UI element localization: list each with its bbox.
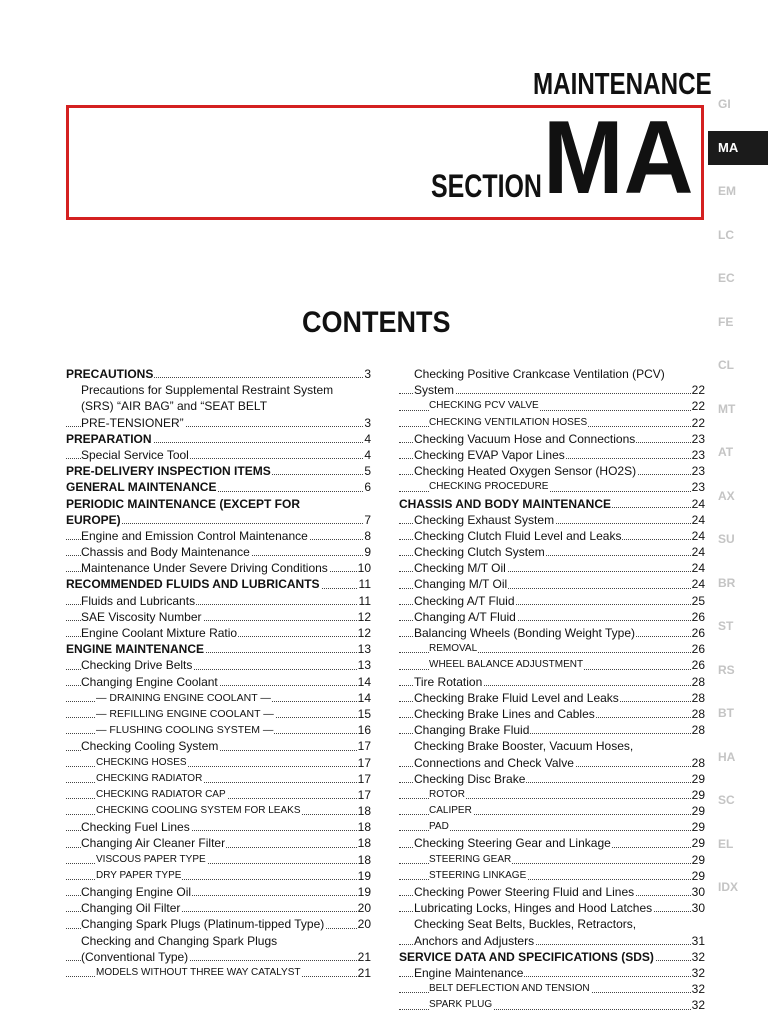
- section-tab-label: MT: [718, 401, 736, 416]
- toc-entry-page: 3: [364, 415, 371, 430]
- toc-entry-title: ROTOR: [429, 788, 465, 800]
- toc-entry-title: Fluids and Lubricants: [81, 593, 196, 608]
- toc-entry-page: 31: [691, 933, 705, 948]
- toc-entry-title: Checking Exhaust System: [414, 512, 555, 527]
- toc-entry[interactable]: [399, 868, 705, 884]
- toc-entry[interactable]: [399, 496, 705, 512]
- toc-entry[interactable]: [66, 447, 371, 463]
- section-tab-label: SC: [718, 793, 735, 807]
- section-tab-sc[interactable]: [716, 783, 768, 817]
- section-tab-label: IDX: [718, 880, 739, 894]
- section-tab-label: HA: [718, 749, 736, 764]
- toc-entry-title: CHECKING PROCEDURE: [429, 481, 549, 493]
- toc-entry-title: CHECKING HOSES: [96, 756, 187, 768]
- section-tab-idx[interactable]: [716, 870, 768, 904]
- toc-entry-title: Checking Brake Lines and Cables: [414, 706, 595, 721]
- toc-entry-title: Checking EVAP Vapor Lines: [414, 447, 565, 462]
- toc-entry-title: Checking Drive Belts: [81, 658, 193, 673]
- section-tab-fe[interactable]: [716, 305, 768, 339]
- toc-entry-title: ENGINE MAINTENANCE: [66, 642, 205, 657]
- toc-entry-title: Chassis and Body Maintenance: [81, 545, 250, 560]
- toc-entry[interactable]: [399, 431, 705, 447]
- toc-entry-title: RECOMMENDED FLUIDS AND LUBRICANTS: [66, 577, 320, 592]
- section-tab-at[interactable]: [716, 435, 768, 469]
- toc-entry[interactable]: [66, 787, 371, 803]
- toc-entry[interactable]: [399, 981, 705, 997]
- toc-entry-title: CHECKING PCV VALVE: [429, 400, 539, 412]
- toc-entry[interactable]: [66, 868, 371, 884]
- toc-entry[interactable]: [399, 722, 705, 738]
- section-tab-su[interactable]: [716, 522, 768, 556]
- toc-entry-title: CHECKING VENTILATION HOSES: [429, 416, 588, 428]
- toc-entry[interactable]: [399, 690, 705, 706]
- toc-entry-title: Changing A/T Fluid: [414, 609, 516, 624]
- toc-entry-page: 18: [357, 852, 371, 867]
- section-tab-ec[interactable]: [716, 261, 768, 295]
- toc-entry-page: 18: [357, 836, 371, 851]
- toc-entry[interactable]: [399, 674, 705, 690]
- toc-entry-page: 20: [357, 901, 371, 916]
- toc-entry[interactable]: [399, 916, 705, 932]
- toc-entry[interactable]: [66, 496, 371, 512]
- toc-entry-page: 32: [691, 998, 705, 1013]
- section-tab-mt[interactable]: [716, 392, 768, 426]
- section-tab-cl[interactable]: [716, 348, 768, 382]
- toc-entry[interactable]: [399, 625, 705, 641]
- toc-entry[interactable]: [399, 576, 705, 592]
- toc-entry[interactable]: [66, 706, 371, 722]
- toc-entry[interactable]: [399, 382, 705, 398]
- toc-entry-page: 29: [691, 868, 705, 883]
- toc-column-right: [399, 366, 705, 1014]
- toc-entry-title: Changing M/T Oil: [414, 577, 508, 592]
- toc-entry-page: 23: [691, 447, 705, 462]
- toc-entry-title: Checking Cooling System: [81, 739, 219, 754]
- toc-entry[interactable]: [66, 690, 371, 706]
- section-tab-label: ST: [718, 619, 734, 633]
- toc-entry-title: PREPARATION: [66, 431, 152, 446]
- toc-entry[interactable]: [66, 900, 371, 916]
- section-tab-label: EL: [718, 836, 734, 851]
- toc-entry-title: — REFILLING ENGINE COOLANT —: [96, 707, 274, 720]
- toc-entry-title: Checking Heated Oxygen Sensor (HO2S): [414, 464, 637, 479]
- toc-entry[interactable]: [66, 463, 371, 479]
- section-tab-label: BR: [718, 575, 736, 590]
- toc-entry[interactable]: [66, 738, 371, 754]
- toc-column-left: [66, 366, 371, 981]
- toc-entry-title: (Conventional Type): [81, 949, 189, 964]
- section-tab-label: GI: [718, 97, 731, 111]
- toc-entry-page: 32: [691, 982, 705, 997]
- toc-entry-page: 12: [357, 626, 371, 640]
- toc-entry[interactable]: [66, 835, 371, 851]
- toc-entry-title: CHASSIS AND BODY MAINTENANCE: [399, 496, 612, 511]
- toc-entry[interactable]: [399, 755, 705, 771]
- toc-entry[interactable]: [399, 949, 705, 965]
- toc-entry-page: 4: [364, 447, 371, 462]
- toc-entry-title: Tire Rotation: [414, 674, 483, 689]
- toc-entry[interactable]: [399, 512, 705, 528]
- toc-entry-title: Checking Seat Belts, Buckles, Retractors,: [414, 917, 637, 932]
- toc-entry[interactable]: [66, 625, 371, 641]
- toc-entry-page: 3: [364, 367, 371, 381]
- toc-entry-page: 9: [364, 545, 371, 560]
- section-tab-ax[interactable]: [716, 479, 768, 513]
- toc-entry-page: 17: [357, 739, 371, 754]
- toc-entry-title: Changing Engine Coolant: [81, 674, 218, 689]
- toc-entry-title: Checking Brake Booster, Vacuum Hoses,: [414, 739, 634, 754]
- toc-entry-title: Checking Positive Crankcase Ventilation (PCV): [414, 367, 665, 381]
- toc-entry-page: 23: [691, 480, 705, 495]
- toc-entry[interactable]: [66, 965, 371, 981]
- toc-entry[interactable]: [66, 803, 371, 819]
- toc-entry-title: Maintenance Under Severe Driving Conditions: [81, 561, 328, 576]
- toc-entry-page: 22: [691, 383, 705, 398]
- toc-entry[interactable]: [66, 819, 371, 835]
- toc-entry-page: 29: [691, 771, 705, 786]
- section-tab-label: LC: [718, 227, 734, 242]
- toc-entry-title: STEERING LINKAGE: [429, 869, 527, 881]
- section-tab-label: BT: [718, 706, 734, 720]
- toc-entry-title: SERVICE DATA AND SPECIFICATIONS (SDS): [399, 949, 654, 964]
- toc-entry-page: 28: [691, 690, 705, 705]
- toc-entry-page: 24: [691, 496, 705, 511]
- toc-entry-title: MODELS WITHOUT THREE WAY CATALYST: [96, 966, 301, 978]
- toc-entry[interactable]: [399, 657, 705, 673]
- section-tab-label: SU: [718, 532, 735, 546]
- toc-entry[interactable]: [66, 382, 371, 398]
- toc-entry-page: 5: [364, 464, 371, 479]
- toc-entry-title: Engine Coolant Mixture Ratio: [81, 626, 238, 640]
- toc-entry[interactable]: [399, 771, 705, 787]
- toc-entry[interactable]: [66, 657, 371, 673]
- toc-entry[interactable]: [66, 431, 371, 447]
- toc-entry-page: 21: [357, 949, 371, 964]
- toc-entry[interactable]: [399, 463, 705, 479]
- toc-entry-title: Checking A/T Fluid: [414, 593, 515, 608]
- toc-entry-title: (SRS) “AIR BAG” and “SEAT BELT: [81, 399, 268, 414]
- toc-entry-title: Balancing Wheels (Bonding Weight Type): [414, 626, 636, 640]
- section-tab-em[interactable]: [716, 174, 768, 208]
- section-tab-lc[interactable]: [716, 218, 768, 252]
- toc-entry-title: Precautions for Supplemental Restraint System: [81, 383, 334, 398]
- toc-entry[interactable]: [399, 528, 705, 544]
- section-tab-label: EM: [718, 184, 736, 198]
- toc-entry-title: GENERAL MAINTENANCE: [66, 480, 217, 495]
- toc-entry-page: 26: [691, 609, 705, 624]
- toc-entry-page: 22: [691, 415, 705, 430]
- toc-entry[interactable]: [66, 933, 371, 949]
- toc-entry-title: — DRAINING ENGINE COOLANT —: [96, 691, 271, 704]
- section-code: MA: [543, 100, 694, 216]
- toc-entry-title: Checking Clutch System: [414, 545, 545, 560]
- toc-entry[interactable]: [66, 366, 371, 382]
- section-tab-ha[interactable]: [716, 740, 768, 774]
- toc-entry[interactable]: [66, 544, 371, 560]
- toc-entry[interactable]: [399, 593, 705, 609]
- toc-entry-page: 10: [357, 561, 371, 576]
- toc-entry-page: 21: [357, 965, 371, 980]
- toc-entry-title: Changing Air Cleaner Filter: [81, 836, 226, 851]
- toc-entry-page: 20: [357, 917, 371, 932]
- toc-entry[interactable]: [66, 916, 371, 932]
- toc-entry[interactable]: [66, 593, 371, 609]
- toc-entry-title: Checking Fuel Lines: [81, 820, 190, 835]
- toc-entry-page: 19: [357, 868, 371, 883]
- toc-entry[interactable]: [399, 819, 705, 835]
- toc-entry-page: 28: [691, 723, 705, 738]
- section-tab-label: MA: [718, 139, 739, 155]
- toc-entry-page: 8: [364, 528, 371, 543]
- toc-entry-title: PRECAUTIONS: [66, 367, 154, 381]
- toc-entry-title: DRY PAPER TYPE: [96, 869, 182, 881]
- toc-entry[interactable]: [66, 576, 371, 592]
- toc-entry[interactable]: [66, 674, 371, 690]
- toc-entry-title: CHECKING RADIATOR CAP: [96, 788, 226, 800]
- toc-entry[interactable]: [399, 884, 705, 900]
- toc-entry[interactable]: [66, 852, 371, 868]
- toc-entry-page: 17: [357, 755, 371, 770]
- toc-entry-title: Changing Oil Filter: [81, 901, 181, 916]
- toc-entry-page: 32: [691, 949, 705, 964]
- toc-entry[interactable]: [66, 641, 371, 657]
- toc-entry-page: 24: [691, 561, 705, 576]
- contents-title: CONTENTS: [302, 306, 451, 339]
- toc-entry-title: Engine and Emission Control Maintenance: [81, 528, 308, 543]
- toc-entry-page: 14: [357, 674, 371, 689]
- toc-entry[interactable]: [399, 641, 705, 657]
- toc-entry-page: 12: [357, 609, 371, 624]
- toc-entry[interactable]: [399, 997, 705, 1013]
- section-tab-ma[interactable]: [708, 131, 768, 165]
- toc-entry-page: 18: [357, 804, 371, 819]
- section-tab-label: RS: [718, 662, 735, 677]
- toc-entry-title: PRE-TENSIONER”: [81, 415, 184, 430]
- toc-entry-page: 7: [364, 512, 371, 527]
- toc-entry[interactable]: [399, 803, 705, 819]
- toc-entry[interactable]: [399, 852, 705, 868]
- toc-entry-page: 28: [691, 674, 705, 689]
- section-label: SECTION: [431, 168, 542, 204]
- toc-entry-title: PERIODIC MAINTENANCE (EXCEPT FOR: [66, 496, 301, 511]
- toc-entry-page: 11: [358, 593, 371, 608]
- toc-entry-title: Checking Disc Brake: [414, 771, 526, 786]
- toc-entry[interactable]: [66, 560, 371, 576]
- toc-entry[interactable]: [399, 900, 705, 916]
- section-tab-gi[interactable]: [716, 87, 768, 121]
- toc-entry-title: Checking and Changing Spark Plugs: [81, 933, 278, 948]
- toc-entry-title: Checking Vacuum Hose and Connections: [414, 431, 636, 446]
- toc-entry[interactable]: [66, 755, 371, 771]
- toc-entry[interactable]: [66, 771, 371, 787]
- toc-entry-title: Checking M/T Oil: [414, 561, 506, 576]
- section-tab-label: FE: [718, 314, 734, 329]
- toc-entry-page: 29: [691, 836, 705, 851]
- toc-entry[interactable]: [399, 479, 705, 495]
- toc-entry-title: PAD: [429, 821, 449, 833]
- toc-entry-page: 4: [364, 431, 371, 446]
- toc-entry-page: 25: [691, 593, 705, 608]
- toc-entry[interactable]: [399, 738, 705, 754]
- toc-entry-page: 13: [357, 642, 371, 657]
- toc-entry[interactable]: [66, 415, 371, 431]
- toc-entry[interactable]: [66, 528, 371, 544]
- section-tab-br[interactable]: [716, 566, 768, 600]
- toc-entry-page: 15: [357, 706, 371, 721]
- toc-entry-page: 32: [691, 965, 705, 980]
- toc-entry-page: 28: [691, 755, 705, 770]
- section-tab-st[interactable]: [716, 609, 768, 643]
- toc-entry-title: VISCOUS PAPER TYPE: [96, 853, 206, 865]
- toc-entry-page: 11: [358, 577, 371, 592]
- section-tab-label: CL: [718, 358, 734, 372]
- toc-entry-page: 26: [691, 642, 705, 657]
- toc-entry[interactable]: [66, 609, 371, 625]
- toc-entry-page: 16: [357, 723, 371, 738]
- toc-entry-page: 23: [691, 431, 705, 446]
- toc-entry-page: 6: [364, 480, 371, 495]
- toc-entry-page: 30: [691, 885, 705, 899]
- toc-entry-page: 29: [691, 852, 705, 867]
- toc-entry-title: Special Service Tool: [81, 447, 189, 462]
- toc-entry[interactable]: [66, 398, 371, 414]
- toc-entry-page: 17: [357, 771, 371, 786]
- section-tab-label: AT: [718, 445, 734, 459]
- section-tab-bt[interactable]: [716, 696, 768, 730]
- toc-entry[interactable]: [399, 787, 705, 803]
- toc-entry-title: SAE Viscosity Number: [81, 609, 202, 624]
- toc-entry-page: 29: [691, 804, 705, 819]
- toc-entry[interactable]: [66, 512, 371, 528]
- toc-entry-page: 30: [691, 901, 705, 916]
- toc-entry[interactable]: [399, 366, 705, 382]
- toc-entry-page: 29: [691, 820, 705, 835]
- toc-entry-title: Checking Power Steering Fluid and Lines: [414, 885, 635, 899]
- toc-entry-title: CALIPER: [429, 805, 472, 817]
- toc-entry-title: — FLUSHING COOLING SYSTEM —: [96, 724, 274, 737]
- toc-entry-title: REMOVAL: [429, 643, 478, 655]
- toc-entry-title: System: [414, 383, 455, 398]
- toc-entry-title: Changing Spark Plugs (Platinum-tipped Type): [81, 917, 325, 932]
- toc-entry[interactable]: [66, 949, 371, 965]
- section-tab-el[interactable]: [716, 827, 768, 861]
- toc-entry-title: Changing Engine Oil: [81, 885, 192, 899]
- toc-entry-title: Lubricating Locks, Hinges and Hood Latches: [414, 901, 653, 916]
- toc-entry-page: 26: [691, 626, 705, 640]
- toc-entry-page: 22: [691, 399, 705, 414]
- section-tab-label: AX: [718, 488, 735, 503]
- maintenance-title: MAINTENANCE: [533, 66, 712, 101]
- toc-entry-page: 29: [691, 787, 705, 802]
- toc-entry-title: STEERING GEAR: [429, 853, 512, 865]
- toc-entry-page: 24: [691, 528, 705, 543]
- toc-entry[interactable]: [399, 835, 705, 851]
- toc-entry[interactable]: [66, 884, 371, 900]
- toc-entry-page: 24: [691, 577, 705, 592]
- toc-entry[interactable]: [399, 933, 705, 949]
- toc-entry[interactable]: [399, 560, 705, 576]
- toc-entry-title: SPARK PLUG: [429, 999, 493, 1011]
- toc-entry[interactable]: [399, 447, 705, 463]
- toc-entry-title: Checking Brake Fluid Level and Leaks: [414, 690, 619, 705]
- toc-entry-title: PRE-DELIVERY INSPECTION ITEMS: [66, 464, 271, 479]
- toc-entry-page: 19: [357, 885, 371, 899]
- toc-entry-title: Checking Steering Gear and Linkage: [414, 836, 611, 851]
- toc-entry-title: Changing Brake Fluid: [414, 723, 530, 738]
- toc-entry[interactable]: [399, 398, 705, 414]
- toc-entry-title: Checking Clutch Fluid Level and Leaks: [414, 528, 622, 543]
- toc-entry-page: 28: [691, 706, 705, 721]
- toc-entry-page: 23: [691, 464, 705, 479]
- toc-entry[interactable]: [399, 609, 705, 625]
- section-tab-label: EC: [718, 271, 735, 285]
- toc-entry-title: Anchors and Adjusters: [414, 933, 535, 948]
- toc-entry-title: EUROPE): [66, 512, 121, 527]
- toc-entry[interactable]: [399, 415, 705, 431]
- toc-entry[interactable]: [66, 479, 371, 495]
- toc-entry-title: CHECKING COOLING SYSTEM FOR LEAKS: [96, 805, 301, 817]
- toc-entry[interactable]: [399, 706, 705, 722]
- toc-entry-page: 24: [691, 545, 705, 560]
- toc-entry-title: Connections and Check Valve: [414, 755, 574, 770]
- toc-entry-page: 26: [691, 658, 705, 673]
- toc-entry-title: Engine Maintenance: [414, 965, 524, 980]
- toc-entry-page: 17: [357, 787, 371, 802]
- toc-entry-title: WHEEL BALANCE ADJUSTMENT: [429, 659, 584, 671]
- toc-entry-page: 13: [357, 658, 371, 673]
- toc-entry[interactable]: [399, 965, 705, 981]
- toc-entry-title: CHECKING RADIATOR: [96, 772, 203, 784]
- toc-entry-page: 24: [691, 512, 705, 527]
- toc-entry-page: 14: [357, 690, 371, 705]
- section-tab-rs[interactable]: [716, 653, 768, 687]
- toc-entry[interactable]: [66, 722, 371, 738]
- toc-entry-page: 18: [357, 820, 371, 835]
- toc-entry[interactable]: [399, 544, 705, 560]
- toc-entry-title: BELT DEFLECTION AND TENSION: [429, 983, 590, 995]
